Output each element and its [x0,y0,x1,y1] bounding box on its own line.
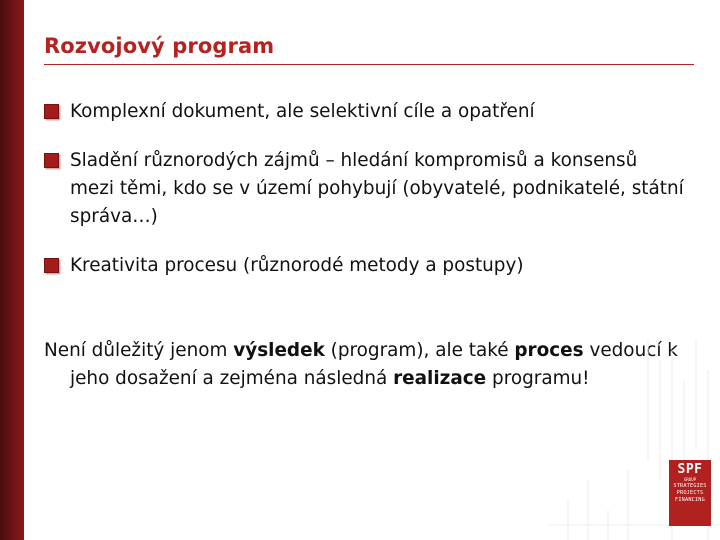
logo-line-financing: FINANCING [675,497,705,503]
square-bullet-icon [44,104,59,119]
bullet-item [44,252,684,280]
bullet-item [44,147,684,231]
note-text: Není důležitý jenom [44,340,234,361]
note-text: (program), ale také [324,340,515,361]
note-emphasis-realization: realizace [393,368,487,389]
square-bullet-icon [44,258,59,273]
bullet-text: Sladění různorodých zájmů – hledání kompromisů a konsensů mezi těmi, kdo se v území pohybují (obyvatelé, podnikatelé, státní správa…) [70,150,684,227]
spf-group-logo [669,460,711,526]
slide-title: Rozvojový program [44,34,275,58]
title-underline [44,64,694,65]
left-decorative-bar [0,0,24,540]
logo-line-strategies: STRATEGIES [673,483,707,489]
bullet-list [44,98,684,301]
bullet-text: Komplexní dokument, ale selektivní cíle a opatření [70,101,535,122]
bullet-text: Kreativita procesu (různorodé metody a postupy) [70,255,524,276]
note-text: programu! [486,368,590,389]
bullet-item [44,98,684,126]
logo-line-projects: PROJECTS [676,490,704,496]
logo-wordmark: SPF [677,462,703,477]
note-text: vedoucí k jeho dosažení a zejména následná [70,340,678,389]
note-emphasis-process: proces [514,340,584,361]
note-emphasis-result: výsledek [233,340,325,361]
square-bullet-icon [44,153,59,168]
logo-group-label: GROUP [683,477,697,482]
